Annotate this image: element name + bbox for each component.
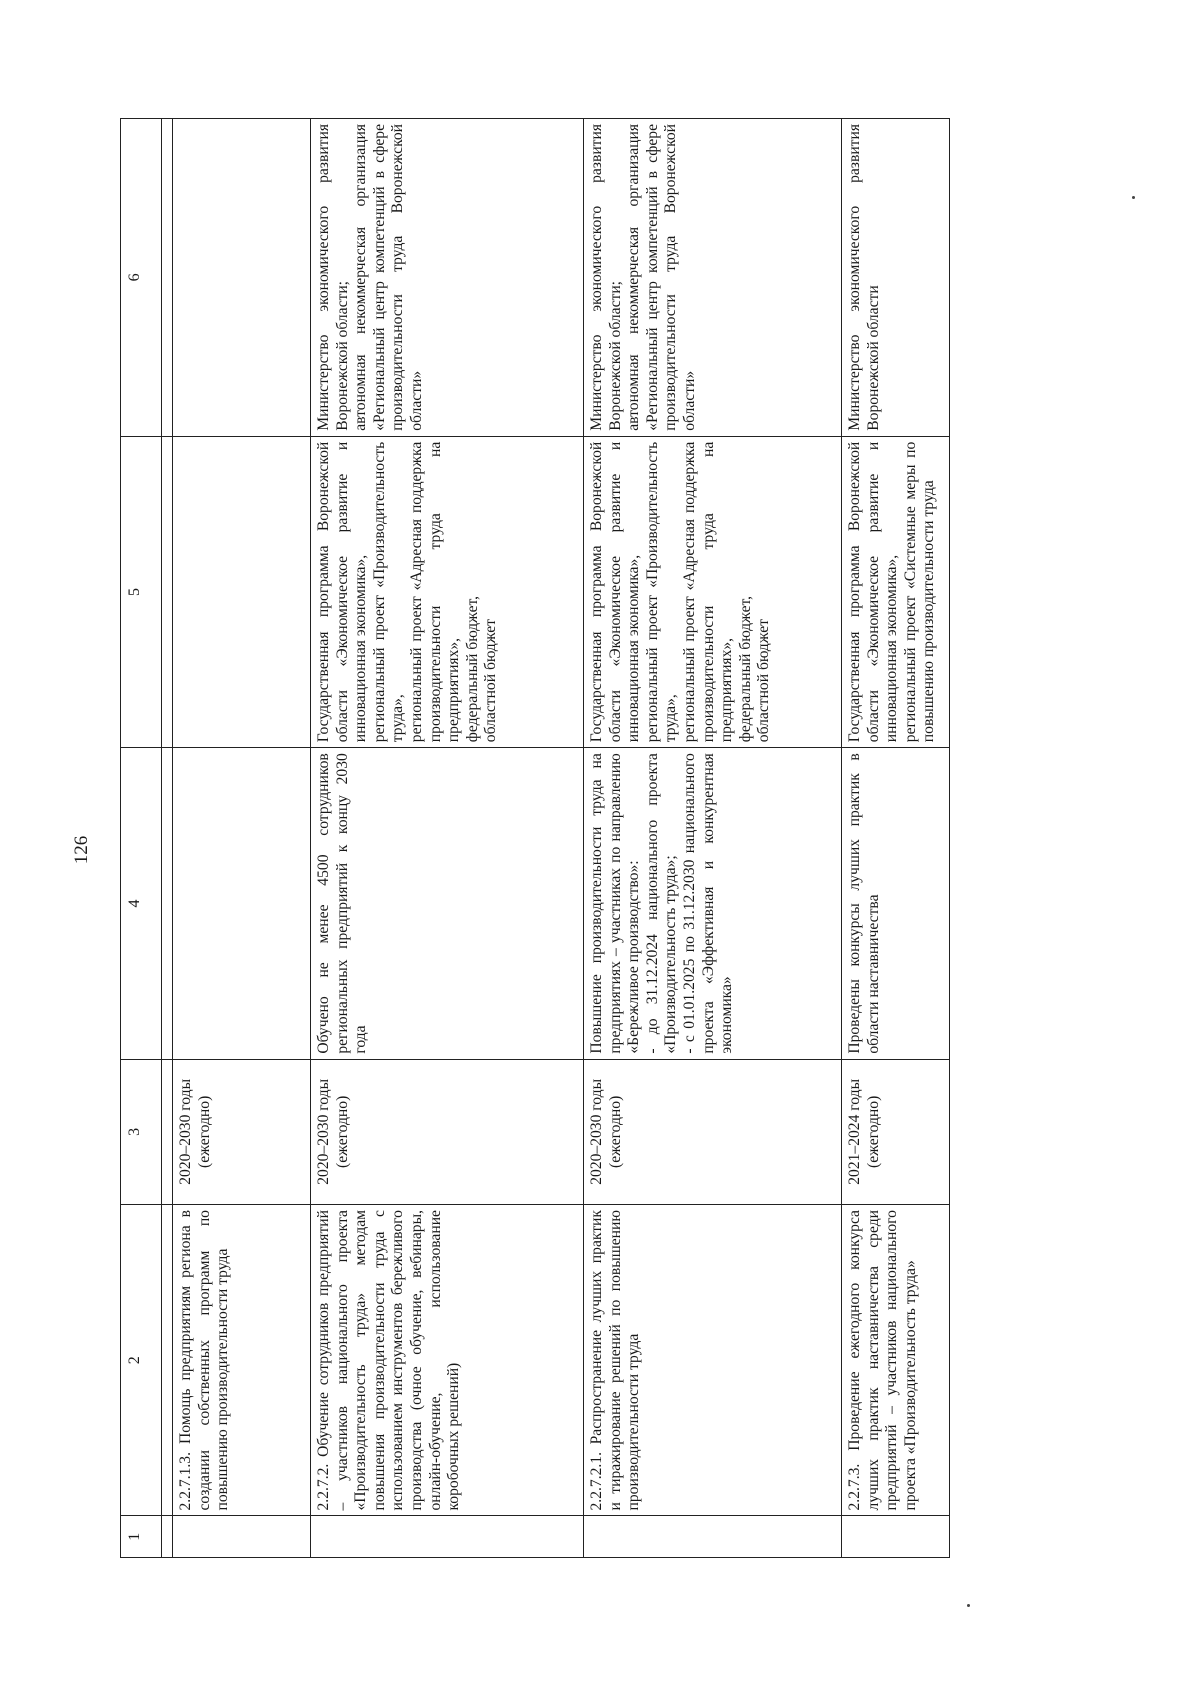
cell-measure: 2.2.7.1.3. Помощь предприятиям региона в создании собственных программ по повышению производительности труда bbox=[173, 1205, 311, 1516]
cell-result: Проведены конкурсы лучших практик в области наставничества bbox=[842, 748, 950, 1059]
cell-measure: 2.2.7.2.1. Распространение лучших практик и тиражирование решений по повышению производительности труда bbox=[584, 1205, 842, 1516]
table-row bbox=[584, 119, 842, 1558]
cell-period: 2020–2030 годы (ежегодно) bbox=[311, 1059, 584, 1204]
cell-source: Государственная программа Воронежской области «Экономическое развитие и инновационная экономика», региональный проект «Системные меры по повышению производительности труда bbox=[842, 436, 950, 747]
cell-responsible: Министерство экономического развития Воронежской области; автономная некоммерческая организация «Региональный центр компетенций в сфере производительности труда Воронежской области» bbox=[311, 119, 584, 437]
scan-speck bbox=[1132, 196, 1135, 199]
cell-measure: 2.2.7.3. Проведение ежегодного конкурса лучших практик наставничества среди предприятий – участников национального проекта «Производительность труда» bbox=[842, 1205, 950, 1516]
cell-number bbox=[173, 1516, 311, 1558]
cell-responsible: Министерство экономического развития Воронежской области; автономная некоммерческая организация «Региональный центр компетенций в сфере производительности труда Воронежской области» bbox=[584, 119, 842, 437]
cell-number bbox=[584, 1516, 842, 1558]
cell-period: 2020–2030 годы (ежегодно) bbox=[173, 1059, 311, 1204]
scan-speck bbox=[967, 1604, 970, 1607]
rotated-table-area bbox=[120, 118, 938, 1558]
cell-source: Государственная программа Воронежской области «Экономическое развитие и инновационная экономика», региональный проект «Производительность труда», региональный проект «Адресная поддержка производительности труда на предприятиях», федеральный бюджет, областной бюджет bbox=[584, 436, 842, 747]
cell-result: Обучено не менее 4500 сотрудников региональных предприятий к концу 2030 года bbox=[311, 748, 584, 1059]
header-cell-2: 2 bbox=[121, 1205, 162, 1516]
header-cell-3: 3 bbox=[121, 1059, 162, 1204]
page-number: 126 bbox=[71, 835, 92, 865]
cell-result: Повышение производительности труда на предприятиях – участниках по направлению «Бережливое производство»: - до 31.12.2024 национального проекта «Производительность труда»; - с 01.01.2025 по 31.12.2030 национального проекта «Эффективная и конкурентная экономика» bbox=[584, 748, 842, 1059]
cell-source bbox=[173, 436, 311, 747]
measures-table bbox=[120, 118, 950, 1558]
cell-period: 2021–2024 годы (ежегодно) bbox=[842, 1059, 950, 1204]
cell-responsible: Министерство экономического развития Воронежской области bbox=[842, 119, 950, 437]
header-cell-6: 6 bbox=[121, 119, 162, 437]
cell-measure: 2.2.7.2. Обучение сотрудников предприятий – участников национального проекта «Производительность труда» методам повышения производительности труда с использованием инструментов бережливого производства (очное обучение, вебинары, онлайн-обучение, использование коробочных решений) bbox=[311, 1205, 584, 1516]
header-cell-4: 4 bbox=[121, 748, 162, 1059]
cell-responsible bbox=[173, 119, 311, 437]
spacer-row bbox=[162, 119, 173, 1558]
cell-number bbox=[311, 1516, 584, 1558]
cell-source: Государственная программа Воронежской области «Экономическое развитие и инновационная экономика», региональный проект «Производительность труда», региональный проект «Адресная поддержка производительности труда на предприятиях», федеральный бюджет, областной бюджет bbox=[311, 436, 584, 747]
cell-number bbox=[842, 1516, 950, 1558]
header-cell-5: 5 bbox=[121, 436, 162, 747]
table-row bbox=[311, 119, 584, 1558]
header-cell-1: 1 bbox=[121, 1516, 162, 1558]
table-header-row bbox=[121, 119, 162, 1558]
cell-period: 2020–2030 годы (ежегодно) bbox=[584, 1059, 842, 1204]
cell-result bbox=[173, 748, 311, 1059]
table-row bbox=[173, 119, 311, 1558]
table-row bbox=[842, 119, 950, 1558]
